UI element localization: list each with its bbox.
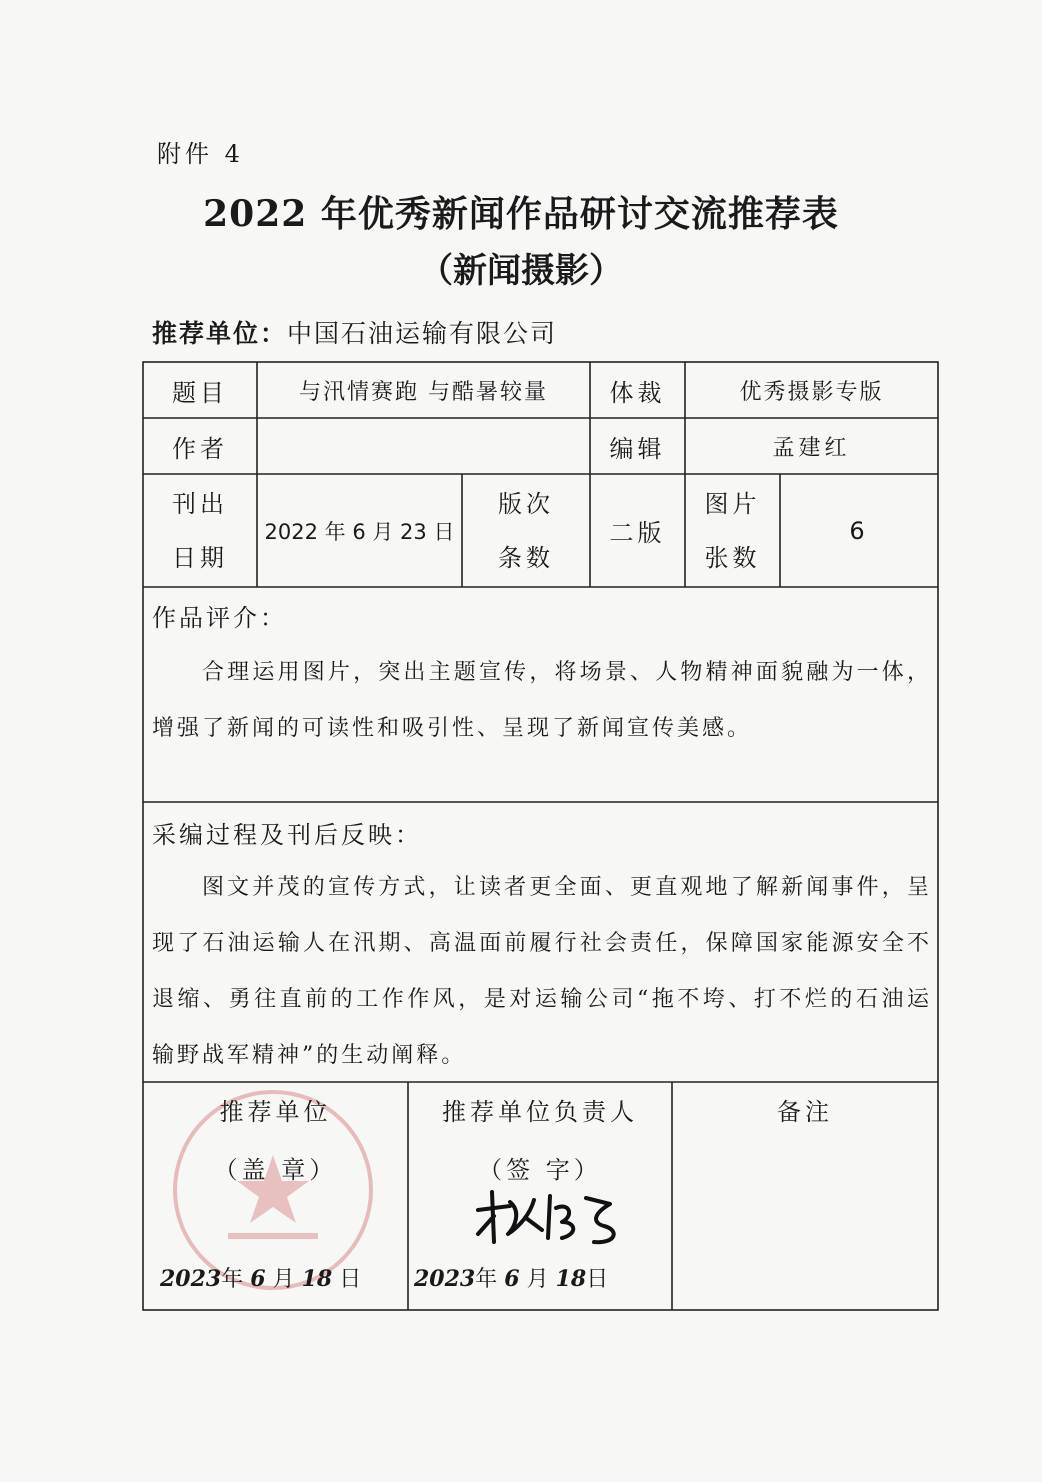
leader-date-day: 18 [555, 1266, 587, 1292]
topic-label: 题目 [172, 378, 228, 407]
unit-date-year: 2023 [160, 1266, 222, 1292]
photos-label-line1: 图片 [704, 489, 761, 518]
author-value [257, 418, 590, 474]
unit-date-yue: 月 [272, 1267, 295, 1292]
unit-seal-sub: （盖 章） [213, 1156, 338, 1184]
unit-date-nian: 年 [221, 1267, 244, 1292]
leader-date-nian: 年 [475, 1267, 498, 1292]
leader-date-month: 6 [504, 1266, 520, 1292]
leader-date [414, 1262, 608, 1293]
review-title: 作品评介： [152, 604, 287, 632]
remark-label: 备注 [777, 1098, 833, 1126]
unit-date-day: 18 [301, 1266, 333, 1292]
recommend-unit-label: 推荐单位： [152, 319, 288, 348]
process-title: 采编过程及刊后反映： [152, 821, 422, 849]
pubdate-value: 2022 年 6 月 23 日 [264, 519, 455, 544]
leader-date-yue: 月 [526, 1267, 549, 1292]
unit-date-month: 6 [250, 1266, 266, 1292]
genre-label: 体裁 [609, 378, 666, 407]
leader-label: 推荐单位负责人 [442, 1098, 638, 1126]
annex-label: 附件 4 [157, 140, 244, 168]
photos-value: 6 [849, 516, 869, 545]
photos-label [685, 474, 780, 587]
edition-label-line1: 版次 [498, 489, 554, 518]
page-subtitle: （新闻摄影） [419, 251, 623, 291]
edition-value: 二版 [609, 519, 666, 547]
review-text: 合理运用图片，突出主题宣传，将场景、人物精神面貌融为一体，增强了新闻的可读性和吸引性、呈现了新闻宣传美感。 [152, 660, 932, 741]
author-label: 作者 [172, 434, 228, 463]
unit-date-ri: 日 [339, 1267, 362, 1292]
pubdate-label-line1: 刊出 [172, 489, 228, 518]
editor-value: 孟建红 [772, 435, 851, 461]
topic-value: 与汛情赛跑 与酷暑较量 [299, 379, 548, 405]
edition-label-line2: 条数 [498, 543, 554, 572]
photos-label-line2: 张数 [704, 543, 761, 572]
pubdate-label [143, 474, 257, 587]
leader-date-ri: 日 [586, 1267, 609, 1292]
handwritten-signature-icon [470, 1182, 630, 1252]
unit-seal-label: 推荐单位 [219, 1098, 332, 1126]
leader-sub: （签 字） [478, 1156, 602, 1184]
genre-value: 优秀摄影专版 [739, 379, 884, 405]
process-text: 图文并茂的宣传方式，让读者更全面、更直观地了解新闻事件，呈现了石油运输人在汛期、高温面前履行社会责任，保障国家能源安全不退缩、勇往直前的工作作风，是对运输公司“拖不垮、打不烂的石油运输野战军精神”的生动阐释。 [152, 875, 932, 1068]
leader-date-year: 2023 [414, 1266, 476, 1292]
edition-label [462, 474, 590, 587]
unit-date [160, 1262, 361, 1293]
recommend-unit-value: 中国石油运输有限公司 [287, 319, 558, 348]
page-title: 2022 年优秀新闻作品研讨交流推荐表 [203, 193, 839, 235]
editor-label: 编辑 [609, 434, 666, 463]
pubdate-label-line2: 日期 [172, 543, 228, 572]
